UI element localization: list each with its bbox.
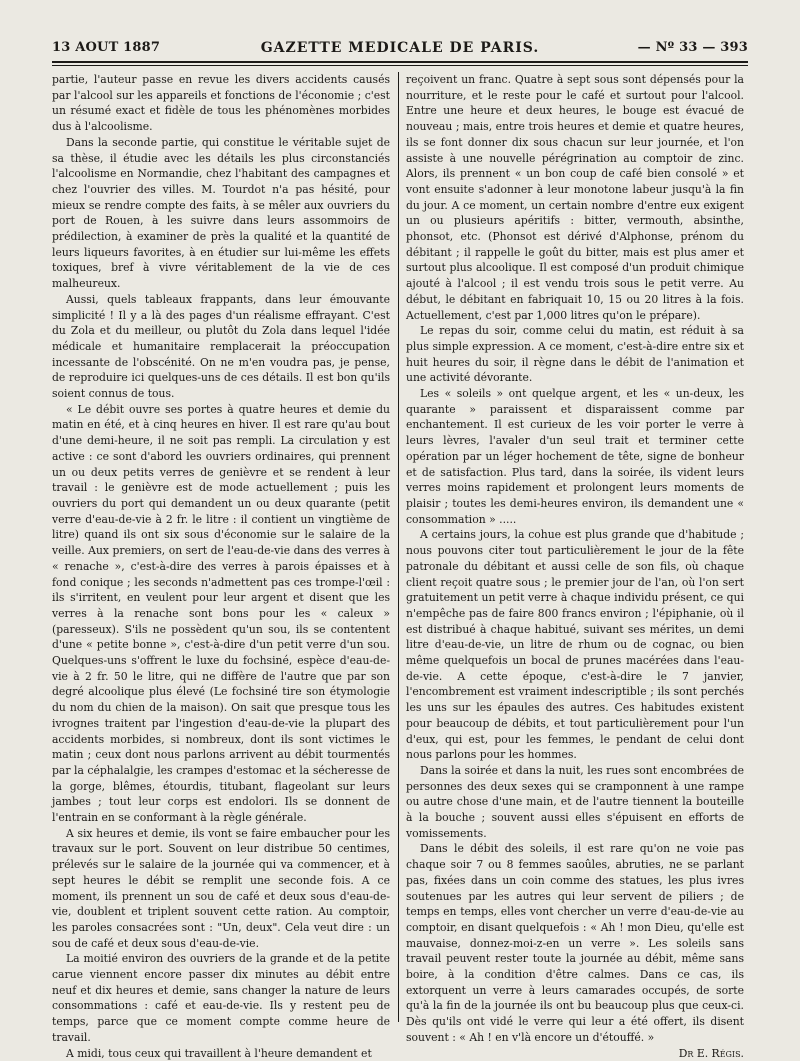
author-signature: Dr E. Régis.	[678, 1046, 744, 1060]
paragraph: Dans le débit des soleils, il est rare qu'on ne voie pas chaque soir 7 ou 8 femmes saoûles, abruties, ne se parlant pas, fixées dans un coin comme des statues, les plus ivres soutenues par les autres qui leur servent de piliers ; de temps en temps, elles vont chercher un verre d'eau-de-vie au comptoir, en disant quelquefois : « Ah ! mon Dieu, qu'elle est mauvaise, donnez-moi-z-en un verre ». Les soleils sans travail peuvent rester toute la journée au débit, même sans boire, à la condition d'être calmes. Dans ce cas, ils extorquent un verre à leurs camarades occupés, de sorte qu'à la fin de la journée ils ont bu beaucoup plus que ceux-ci. Dès qu'ils ont vidé le verre qui leur a été offert, ils disent souvent : « Ah ! en v'là encore un d'étouffé. »	[406, 842, 744, 1044]
page-header	[52, 38, 748, 58]
paragraph: La moitié environ des ouvriers de la grande et de la petite carue viennent encore passer dix minutes au débit entre neuf et dix heures et demie, sans changer la nature de leurs consommations : café et eau-de-vie. Ils y restent peu de temps, parce que ce moment compte comme heure de travail.	[52, 952, 390, 1044]
paragraph: « Le débit ouvre ses portes à quatre heures et demie du matin en été, et à cinq heures en hiver. Il est rare qu'au bout d'une demi-heure, il ne soit pas rempli. La circulation y est active : ce sont d'abord les ouvriers ordinaires, qui prennent un ou deux petits verres de genièvre et se rendent à leur travail : le genièvre est de mode actuellement ; puis les ouvriers du port qui demandent un ou deux quarante (petit verre d'eau-de-vie à 2 fr. le litre : il contient un vingtième de litre) quand ils ont six sous d'économie sur le salaire de la veille. Aux premiers, on sert de l'eau-de-vie dans des verres à « renache », c'est-à-dire des verres à parois épaisses et à fond conique ; les seconds n'admettent pas ces trompe-l'œil : ils s'irritent, en veulent pour leur argent et disent que les verres à la renache sont bons pour les « caleux » (paresseux). S'ils ne possèdent qu'un sou, ils se contentent d'une « petite bonne », c'est-à-dire d'un petit verre d'un sou. Quelques-uns s'offrent le luxe du fochsiné, espèce d'eau-de-vie à 2 fr. 50 le litre, qui ne diffère de l'autre que par son degré alcoolique plus élevé (Le fochsiné tire son étymologie du nom du chien de la maison). On sait que presque tous les ivrognes traitent par l'ingestion d'eau-de-vie la plupart des accidents morbides, si nombreux, dont ils sont victimes le matin ; ceux dont nous parlons arrivent au débit tourmentés par la céphalalgie, les crampes d'estomac et la sécheresse de la gorge, blêmes, étourdis, titubant, flageolant sur leurs jambes ; tout leur corps est endolori. Ils se donnent de l'entrain en se conformant à la règle générale.	[52, 402, 390, 825]
paragraph: A certains jours, la cohue est plus grande que d'habitude ; nous pouvons citer tout particulièrement le jour de la fête patronale du débitant et aussi celle de son fils, où chaque client reçoit quatre sous ; le premier jour de l'an, où l'on sert gratuitement un petit verre à chaque individu présent, ce qui n'empêche pas de faire 800 francs environ ; l'épiphanie, où il est distribué à chaque habitué, suivant ses mérites, un demi litre d'eau-de-vie, un litre de rhum ou de cognac, ou bien même quelquefois un bocal de prunes macérées dans l'eau-de-vie. A cette époque, c'est-à-dire le 7 janvier, l'encombrement est vraiment indescriptible ; ils sont perchés les uns sur les épaules des autres. Ces habitudes existent pour beaucoup de débits, et tout particulièrement pour l'un d'eux, qui est, pour les femmes, le pendant de celui dont nous parlons pour les hommes.	[406, 528, 744, 762]
left-column	[52, 72, 390, 1061]
paragraph: reçoivent un franc. Quatre à sept sous sont dépensés pour la nourriture, et le reste pour le café et surtout pour l'alcool. Entre une heure et deux heures, le bouge est évacué de nouveau ; mais, entre trois heures et demie et quatre heures, ils se font donner dix sous chacun sur leur journée, et l'on assiste à une nouvelle pérégrination au comptoir de zinc. Alors, ils prennent « un bon coup de café bien consolé » et vont ensuite s'adonner à leur monotone labeur jusqu'à la fin du jour. A ce moment, un certain nombre d'entre eux exigent un ou plusieurs apéritifs : bitter, vermouth, absinthe, phonsot, etc. (Phonsot est dérivé d'Alphonse, prénom du débitant ; il rappelle le goût du bitter, mais est plus amer et surtout plus alcoolique. Il est composé d'un produit chimique ajouté à l'alcool ; il est vendu trois sous le petit verre. Au début, le débitant en fabriquait 10, 15 ou 20 litres à la fois. Actuellement, c'est par 1,000 litres qu'on le prépare).	[406, 73, 744, 322]
paragraph: Dans la soirée et dans la nuit, les rues sont encombrées de personnes des deux sexes qui se cramponnent à une rampe ou autre chose d'une main, et de l'autre tiennent la bouteille à la bouche ; souvent aussi elles s'épuisent en efforts de vomissements.	[406, 763, 744, 840]
right-column	[406, 72, 744, 1061]
paragraph: partie, l'auteur passe en revue les divers accidents causés par l'alcool sur les appareils et fonctions de l'économie ; c'est un résumé exact et fidèle de tous les phénomènes morbides dus à l'alcoolisme.	[52, 73, 390, 134]
newspaper-page	[52, 38, 748, 1060]
paragraph: A midi, tous ceux qui travaillent à l'heure demandent et	[66, 1046, 372, 1060]
paragraph: Aussi, quels tableaux frappants, dans leur émouvante simplicité ! Il y a là des pages d'un réalisme effrayant. C'est du Zola et du meilleur, ou plutôt du Zola dans lequel l'idée médicale et humanitaire remplacerait la préoccupation incessante de l'obscénité. On ne m'en voudra pas, je pense, de reproduire ici quelques-uns de ces détails. Il est bon qu'ils soient connus de tous.	[52, 292, 390, 401]
paragraph: Le repas du soir, comme celui du matin, est réduit à sa plus simple expression. A ce moment, c'est-à-dire entre six et huit heures du soir, il règne dans le débit de l'animation et une activité dévorante.	[406, 324, 744, 385]
column-separator	[398, 72, 399, 1022]
paragraph: A six heures et demie, ils vont se faire embaucher pour les travaux sur le port. Souvent on leur distribue 50 centimes, prélevés sur le salaire de la journée qui va commencer, et à sept heures le débit se remplit une seconde fois. A ce moment, ils prennent un sou de café et deux sous d'eau-de-vie, doublent et triplent souvent cette ration. Au comptoir, les paroles consacrées sont : "Un, deux". Cela veut dire : un sou de café et deux sous d'eau-de-vie.	[52, 826, 390, 950]
header-rule-thick	[52, 61, 748, 63]
paragraph: Les « soleils » ont quelque argent, et les « un-deux, les quarante » paraissent et disparaissent comme par enchantement. Il est curieux de les voir porter le verre à leurs lèvres, l'avaler d'un seul trait et terminer cette opération par un léger hochement de tête, signe de bonheur et de satisfaction. Plus tard, dans la soirée, ils vident leurs verres moins rapidement et prolongent leurs moments de plaisir ; toutes les demi-heures environ, ils demandent une « consommation » .....	[406, 387, 744, 526]
issue-date: 13 AOUT 1887	[52, 40, 161, 55]
issue-page-number: — Nº 33 — 393	[637, 40, 748, 55]
header-rule-thin	[52, 65, 748, 66]
journal-title: GAZETTE MEDICALE DE PARIS.	[260, 40, 540, 56]
paragraph: Dans la seconde partie, qui constitue le véritable sujet de sa thèse, il étudie avec les détails les plus circonstanciés l'alcoolisme en Normandie, chez l'habitant des campagnes et chez l'ouvrier des villes. M. Tourdot n'a pas hésité, pour mieux se rendre compte des faits, à se mêler aux ouvriers du port de Rouen, à les suivre dans leurs assommoirs de prédilection, à examiner de près la qualité et la quantité de leurs liqueurs favorites, à en étudier sur lui-même les effets toxiques, bref à vivre véritablement de la vie de ces malheureux.	[52, 135, 390, 291]
